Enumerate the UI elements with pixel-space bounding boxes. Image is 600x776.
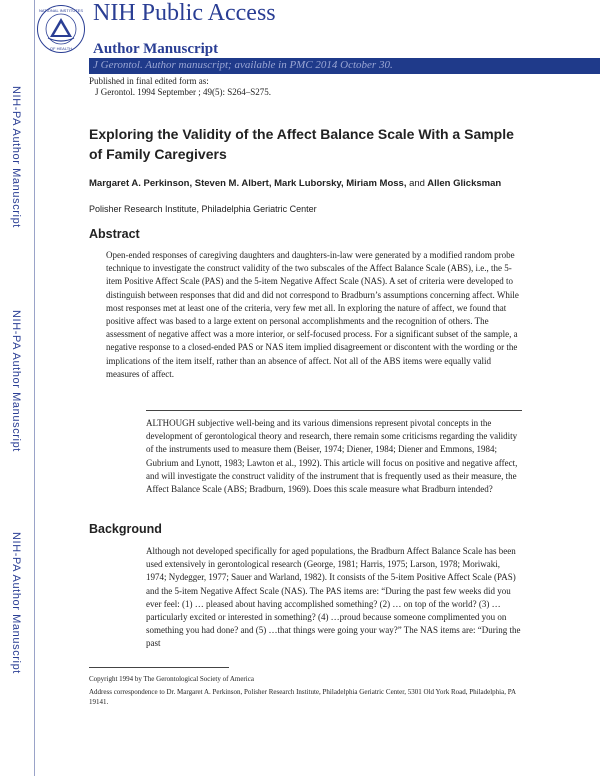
header-subtitle: Author Manuscript xyxy=(93,41,219,57)
abstract-heading: Abstract xyxy=(89,227,140,241)
watermark-author-manuscript: NIH-PA Author Manuscript xyxy=(10,86,22,228)
svg-text:OF HEALTH: OF HEALTH xyxy=(49,46,73,51)
publication-citation: J Gerontol. 1994 September ; 49(5): S264–S275. xyxy=(95,87,271,97)
svg-text:NATIONAL INSTITUTES: NATIONAL INSTITUTES xyxy=(38,8,84,13)
authors-names: Margaret A. Perkinson, Steven M. Albert, Mark Luborsky, Miriam Moss, xyxy=(89,178,407,189)
article-title: Exploring the Validity of the Affect Balance Scale With a Sample of Family Caregivers xyxy=(89,126,514,162)
watermark-author-manuscript: NIH-PA Author Manuscript xyxy=(10,310,22,452)
copyright-note: Copyright 1994 by The Gerontological Society of America xyxy=(89,675,254,683)
background-heading: Background xyxy=(89,522,162,536)
introduction-text: ALTHOUGH subjective well-being and its various dimensions represent pivotal concepts in the development of gerontological theory and research, there remain some criticisms regarding the validity of the instruments used to measure them (Beiser, 1974; Diener, 1984; Diener and Emmons, 1984; Gubrium and Lynott, 1983; Lawton et al., 1992). This article will focus on positive and negative affect, and will investigate the construct validity of the instrument that is frequently used as their measure, the Affect Balance Scale (ABS; Bradburn, 1969). Does this scale measure what Bradburn intended? xyxy=(146,418,518,495)
watermark-author-manuscript: NIH-PA Author Manuscript xyxy=(10,532,22,674)
section-divider xyxy=(146,410,522,411)
abstract-text: Open-ended responses of caregiving daughters and daughters-in-law were generated by a modified random probe technique to investigate the construct validity of the two subscales of the Affect Balance Scale (ABS), i.e., the 5-item Positive Affect Scale (PAS) and the 5-item Negative Affect Scale (NAS). A set of criteria were developed to distinguish between responses that did and did not correspond to Bradburn’s assumptions concerning affect. While most responses met at least one of the criteria, very few met all. In exploring the nature of affect, we found that positive affect was based to a large extent on personal accomplishments and the recognition of others. The assessment of negative affect was a more interior, or self-focused process. For a significant subset of the sample, a negative response to a closed-ended PAS or NAS item implied disagreement or discontent with the wording or the implications of the item itself, rather than an absence of affect. Not all of the ABS items were equally valid measures of affect. xyxy=(106,250,519,379)
footnote-divider xyxy=(89,667,229,668)
publication-info xyxy=(89,76,271,98)
authors-last: Allen Glicksman xyxy=(427,178,502,189)
correspondence-address: Address correspondence to Dr. Margaret A. Perkinson, Polisher Research Institute, Philadelphia Geriatric Center, 5301 Old York Road, Philadelphia, PA 19141. xyxy=(89,688,516,706)
header-journal-line: J Gerontol. Author manuscript; available in PMC 2014 October 30. xyxy=(93,59,393,71)
nih-seal-logo xyxy=(36,4,86,54)
background-text: Although not developed specifically for aged populations, the Bradburn Affect Balance Scale has been used extensively in gerontological research (George, 1981; Harris, 1975; Larson, 1978; Moriwaki, 1974; Nydegger, 1977; Sauer and Warland, 1982). It consists of the 5-item Positive Affect Scale (PAS) and the 5-item Negative Affect Scale (NAS). The PAS items are: “During the past few weeks did you ever feel: (1) … pleased about having accomplished something? (2) … on top of the world? (3) …particularly excited or interested in something? (4) …proud because someone complimented you on something you had done? and (5) …that things were going your way?” The NAS items are: “During the past xyxy=(146,546,521,649)
publication-label: Published in final edited form as: xyxy=(89,76,209,86)
author-list xyxy=(89,178,529,190)
affiliation: Polisher Research Institute, Philadelphia Geriatric Center xyxy=(89,204,317,214)
left-margin-sidebar xyxy=(0,0,35,776)
authors-and: and xyxy=(409,178,425,189)
header-title: NIH Public Access xyxy=(93,0,276,26)
